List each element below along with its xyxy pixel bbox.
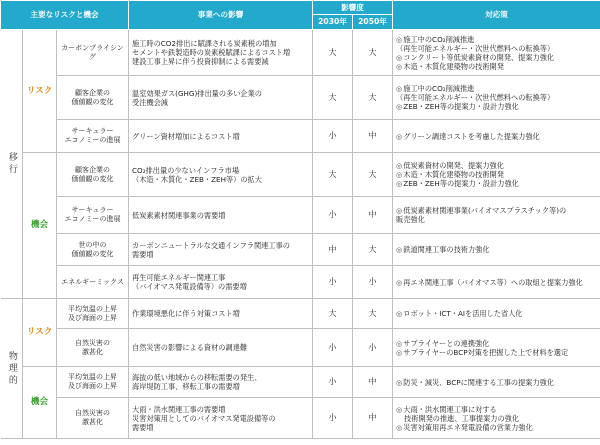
degree-2030: 小 (313, 398, 353, 439)
measure-text: グリーン調達コストを考慮した提案力強化 (403, 131, 540, 141)
measure-text: ZEB・ZEH等の提案力・設計力強化 (403, 179, 519, 188)
bullet-icon: ◎ (396, 131, 403, 141)
table-body (1, 30, 600, 439)
item-cell (57, 30, 129, 76)
table-row (1, 398, 600, 439)
bullet-icon: ◎ (396, 338, 403, 348)
bullet-icon: ◎ (396, 170, 403, 179)
measure-text: 低炭素資材の開発、提案力強化 (403, 161, 504, 170)
item-line: カーボンプライシング (61, 43, 124, 61)
impact-cell (129, 76, 313, 120)
measure-line (396, 245, 598, 254)
degree-2030: 中 (313, 234, 353, 266)
bullet-icon: ◎ (396, 52, 403, 62)
measure-text: 施工中のCO₂削減推進 (403, 34, 475, 44)
item-cell (57, 76, 129, 120)
header-measures: 対応策 (393, 1, 600, 30)
impact-cell (129, 266, 313, 299)
table-row (1, 266, 600, 299)
impact-line: 需要増 (132, 422, 154, 432)
measure-text: サプライヤーとの連携強化 (403, 338, 490, 348)
impact-cell (129, 299, 313, 329)
header-business-impact: 事業への影響 (129, 1, 313, 30)
item-line: 及び海面の上昇 (68, 313, 117, 322)
category-physical: 物理的 (1, 299, 23, 439)
item-cell (57, 299, 129, 329)
impact-cell (129, 398, 313, 439)
item-line: 激甚化 (82, 347, 103, 356)
impact-line: 受注機会減 (132, 97, 168, 107)
degree-2030: 大 (313, 76, 353, 120)
measure-text: 大雨・洪水関連工事に対する (403, 404, 497, 414)
measure-text: ロボット・ICT・AIを活用した省人化 (403, 309, 523, 318)
measure-text: 災害対策用再エネ発電設備の営業力強化 (403, 422, 533, 432)
item-cell (57, 153, 129, 197)
bullet-icon: ◎ (396, 206, 403, 215)
impact-line: CO₂排出量の少ないインフラ市場 (132, 165, 240, 175)
impact-cell (129, 153, 313, 197)
item-cell (57, 329, 129, 367)
degree-2030: 小 (313, 266, 353, 299)
header-degree: 影響度 (313, 1, 393, 15)
degree-2050: 大 (353, 153, 393, 197)
degree-2050: 中 (353, 367, 393, 398)
measure-text: （再生可能エネルギー・次世代燃料への転換等） (396, 43, 555, 53)
degree-2050: 小 (353, 266, 393, 299)
measure-cell (393, 76, 600, 120)
degree-2050: 大 (353, 234, 393, 266)
impact-line: グリーン資材増加によるコスト増 (132, 131, 240, 141)
item-cell (57, 197, 129, 234)
degree-2030: 大 (313, 30, 353, 76)
table-row (1, 120, 600, 153)
impact-line: 大雨・洪水関連工事の需要増 (132, 404, 226, 414)
bullet-icon: ◎ (396, 84, 403, 93)
measure-text: 施工中のCO₂削減推進 (403, 84, 475, 93)
measure-line (396, 309, 598, 318)
impact-line: 低炭素素材関連事業の需要増 (132, 210, 226, 220)
impact-line: 施工時のCO2排出に賦課される炭素税の増加 (132, 39, 277, 48)
measure-cell (393, 398, 600, 439)
degree-2030: 小 (313, 329, 353, 367)
table-row (1, 234, 600, 266)
measure-line (396, 405, 598, 414)
bullet-icon: ◎ (396, 377, 403, 387)
table-row (1, 76, 600, 120)
measure-line (396, 102, 598, 111)
measure-line (396, 170, 598, 179)
bullet-icon: ◎ (396, 161, 403, 170)
impact-line: 需要増 (132, 249, 154, 259)
impact-line: 海岸堤防工事、移転工事の需要増 (132, 382, 240, 391)
degree-2050: 大 (353, 30, 393, 76)
measure-line (396, 414, 598, 423)
measure-line (396, 206, 598, 215)
impact-cell (129, 30, 313, 76)
measure-line (396, 278, 598, 287)
measure-text: ZEB・ZEH等の提案力・設計力強化 (403, 102, 519, 111)
measure-cell (393, 299, 600, 329)
item-cell (57, 266, 129, 299)
measure-text: 低炭素素材関連事業(バイオマスプラスチック等)の (403, 206, 567, 215)
impact-line: 作業環境悪化に伴う対策コスト増 (132, 309, 240, 318)
measure-cell (393, 234, 600, 266)
measure-line (396, 161, 598, 170)
item-line: 平均気温の上昇 (68, 373, 117, 382)
item-line: 価値観の変化 (71, 97, 114, 106)
measure-line (396, 93, 598, 102)
degree-2030: 小 (313, 367, 353, 398)
item-line: 自然災害の (75, 409, 110, 418)
header-2050: 2050年 (353, 15, 393, 30)
item-line: エコノミーの進展 (64, 136, 121, 144)
item-line: エネルギーミックス (61, 277, 124, 286)
impact-line: 建設工事上昇に伴う投資抑制による需要減 (132, 57, 269, 66)
group-transition-opportunity: 機会 (23, 153, 57, 299)
group-physical-risk: リスク (23, 299, 57, 367)
degree-2050: 中 (353, 197, 393, 234)
degree-2030: 小 (313, 120, 353, 153)
measure-line (396, 348, 598, 357)
bullet-icon: ◎ (396, 309, 403, 318)
item-line: サーキュラー (71, 206, 114, 215)
item-line: 顧客企業の (75, 165, 110, 174)
bullet-icon: ◎ (396, 422, 403, 432)
measure-line (396, 339, 598, 348)
item-line: 価値観の変化 (71, 174, 114, 183)
impact-cell (129, 367, 313, 398)
measure-cell (393, 266, 600, 299)
measure-line (396, 84, 598, 93)
measure-cell (393, 120, 600, 153)
measure-line (396, 35, 598, 44)
impact-line: 再生可能エネルギー関連工事 (132, 273, 226, 282)
measure-text: 販売強化 (396, 215, 425, 224)
measure-line (396, 378, 598, 387)
bullet-icon: ◎ (396, 61, 403, 71)
measure-text: コンクリート等低炭素資材の開発、提案力強化 (403, 52, 555, 62)
measure-text: 木造・木質化建築物の技術開発 (403, 170, 504, 179)
table-row (1, 367, 600, 398)
impact-cell (129, 197, 313, 234)
measure-cell (393, 367, 600, 398)
impact-line: セメントや鉄製造時の炭素税賦課によるコスト増 (132, 48, 291, 57)
table-row (1, 197, 600, 234)
table-row (1, 299, 600, 329)
measure-cell (393, 197, 600, 234)
impact-line: 自然災害の影響による資材の調達難 (132, 343, 248, 352)
bullet-icon: ◎ (396, 179, 403, 188)
measure-text: 防災・減災、BCPに関連する工事の提案力強化 (403, 377, 555, 387)
bullet-icon: ◎ (396, 277, 403, 287)
degree-2030: 大 (313, 153, 353, 197)
measure-cell (393, 329, 600, 367)
group-physical-opportunity: 機会 (23, 367, 57, 439)
impact-cell (129, 120, 313, 153)
bullet-icon: ◎ (396, 245, 403, 254)
bullet-icon: ◎ (396, 34, 403, 44)
item-cell (57, 398, 129, 439)
degree-2050: 大 (353, 299, 393, 329)
measure-line (396, 179, 598, 188)
item-cell (57, 120, 129, 153)
measure-text: 技術開発の推進、工事提案力の強化 (404, 413, 520, 423)
impact-line: （木造・木質化・ZEB・ZEH等）の拡大 (132, 174, 262, 184)
measure-cell (393, 30, 600, 76)
bullet-icon: ◎ (396, 404, 403, 414)
measure-text: 鉄道関連工事の技術力強化 (403, 245, 490, 254)
degree-2050: 大 (353, 76, 393, 120)
item-line: 世の中の (78, 240, 107, 249)
impact-line: （バイオマス発電設備等）の需要増 (132, 282, 247, 291)
item-line: サーキュラー (71, 127, 114, 136)
item-cell (57, 367, 129, 398)
item-line: 価値観の変化 (71, 249, 114, 258)
measure-cell (393, 153, 600, 197)
impact-cell (129, 234, 313, 266)
measure-text: 再エネ関連工事（バイオマス等）への取組と提案力強化 (403, 277, 583, 287)
impact-cell (129, 329, 313, 367)
bullet-icon: ◎ (396, 102, 403, 111)
measure-text: （再生可能エネルギー・次世代燃料への転換等） (396, 93, 555, 102)
impact-line: 海抜の低い地域からの移転需要の発生、 (132, 373, 262, 382)
item-line: 自然災害の (75, 338, 110, 347)
table-row (1, 153, 600, 197)
category-transition: 移行 (1, 30, 23, 299)
bullet-icon: ◎ (396, 347, 403, 357)
impact-line: カーボンニュートラルな交通インフラ関連工事の (132, 240, 290, 250)
item-line: エコノミーの進展 (64, 215, 121, 223)
degree-2050: 中 (353, 398, 393, 439)
measure-line (396, 423, 598, 432)
impact-line: 災害対策用としてのバイオマス発電設備等の (132, 413, 276, 423)
item-line: 及び海面の上昇 (68, 382, 117, 390)
table-row (1, 329, 600, 367)
measure-line (396, 215, 598, 224)
measure-text: 木造・木質化建築物の技術開発 (403, 61, 504, 71)
degree-2030: 大 (313, 299, 353, 329)
degree-2030: 小 (313, 197, 353, 234)
group-transition-risk: リスク (23, 30, 57, 153)
table-row (1, 30, 600, 76)
impact-line: 温室効果ガス(GHG)排出量の多い企業の (132, 88, 262, 98)
item-line: 激甚化 (82, 418, 103, 426)
item-line: 平均気温の上昇 (68, 304, 117, 313)
measure-line (396, 132, 598, 141)
item-cell (57, 234, 129, 266)
measure-line (396, 44, 598, 53)
measure-text: サプライヤーのBCP対策を把握した上で材料を選定 (403, 347, 569, 357)
item-line: 顧客企業の (75, 88, 110, 97)
header-2030: 2030年 (313, 15, 353, 30)
degree-2050: 小 (353, 329, 393, 367)
header-risk-opportunity: 主要なリスクと機会 (1, 1, 129, 30)
measure-line (396, 62, 598, 71)
measure-line (396, 53, 598, 62)
degree-2050: 中 (353, 120, 393, 153)
